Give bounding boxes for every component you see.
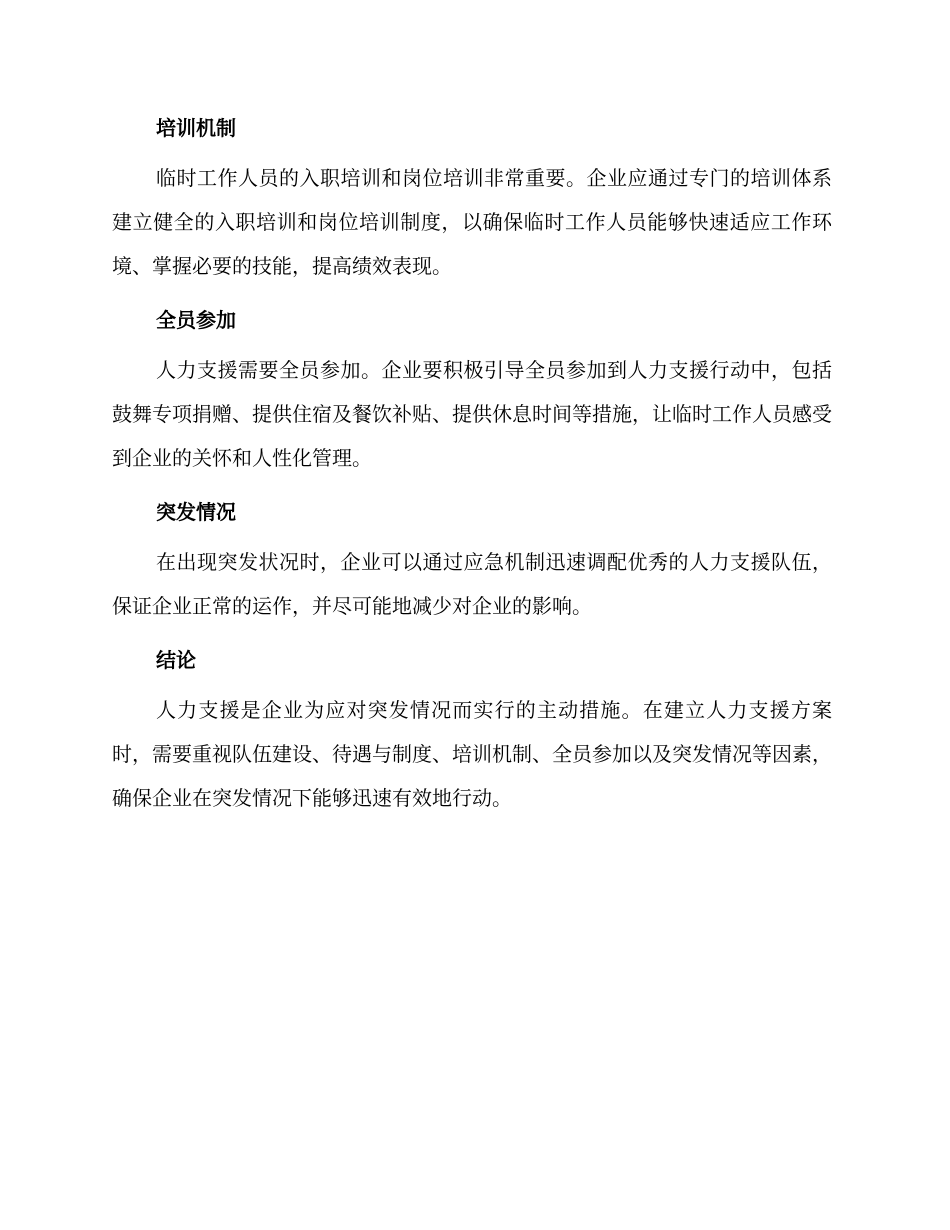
section-training	[112, 112, 832, 288]
document-page	[112, 112, 832, 836]
section-paragraph: 人力支援需要全员参加。企业要积极引导全员参加到人力支援行动中，包括鼓舞专项捐赠、提供住宿及餐饮补贴、提供休息时间等措施，让临时工作人员感受到企业的关怀和人性化管理。	[112, 358, 832, 470]
section-heading: 结论	[156, 648, 196, 672]
section-paragraph: 临时工作人员的入职培训和岗位培训非常重要。企业应通过专门的培训体系建立健全的入职培训和岗位培训制度，以确保临时工作人员能够快速适应工作环境、掌握必要的技能，提高绩效表现。	[112, 166, 832, 278]
section-heading: 突发情况	[156, 500, 236, 524]
section-paragraph: 人力支援是企业为应对突发情况而实行的主动措施。在建立人力支援方案时，需要重视队伍建设、待遇与制度、培训机制、全员参加以及突发情况等因素，确保企业在突发情况下能够迅速有效地行动。	[112, 698, 832, 810]
section-emergency	[112, 496, 832, 628]
section-heading: 培训机制	[156, 116, 236, 140]
section-all-staff	[112, 304, 832, 480]
section-conclusion	[112, 644, 832, 820]
section-heading: 全员参加	[156, 308, 236, 332]
section-paragraph: 在出现突发状况时，企业可以通过应急机制迅速调配优秀的人力支援队伍，保证企业正常的运作，并尽可能地减少对企业的影响。	[112, 550, 832, 618]
